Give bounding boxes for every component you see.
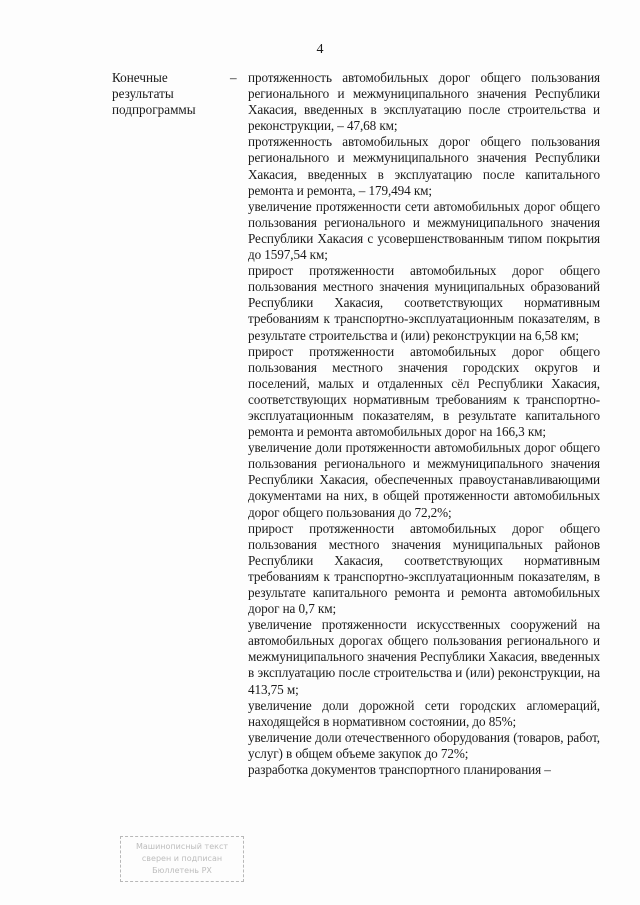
- result-item: разработка документов транспортного планирования –: [248, 762, 551, 778]
- stamp-line: Бюллетень РХ: [152, 866, 212, 875]
- result-item: увеличение доли дорожной сети городских агломераций, находящейся в нормативном состоянии, до 85%;: [248, 697, 600, 729]
- section-label: Конечные результаты подпрограммы: [112, 70, 196, 118]
- result-item: увеличение протяженности искусственных сооружений на автомобильных дорогах общего пользования регионального и межмуниципального значения Республики Хакасия, введенных в эксплуатацию после строительства и (или) реконструкции, на 413,75 м;: [248, 617, 600, 697]
- result-item: протяженность автомобильных дорог общего пользования регионального и межмуниципального значения Республики Хакасия, введенных в эксплуатацию после капитального ремонта и ремонта, – 179,494 км;: [248, 134, 600, 198]
- stamp-line: Машинописный текст: [135, 842, 229, 851]
- stamp-line: сверен и подписан: [141, 854, 223, 863]
- result-item: протяженность автомобильных дорог общего пользования регионального и межмуниципального значения Республики Хакасия, введенных в эксплуатацию после строительства и реконструкции, – 47,68 км;: [248, 70, 600, 134]
- result-item: прирост протяженности автомобильных дорог общего пользования местного значения муниципальных образований Республики Хакасия, соответствующих нормативным требованиям к транспортно-эксплуатационным показателям, в результате строительства и (или) реконструкции на 6,58 км;: [248, 263, 600, 343]
- results-list: [248, 70, 600, 778]
- label-dash: –: [230, 70, 237, 85]
- result-item: увеличение доли отечественного оборудования (товаров, работ, услуг) в общем объеме закупок до 72%;: [248, 729, 600, 761]
- result-item: увеличение доли протяженности автомобильных дорог общего пользования регионального и межмуниципального значения Республики Хакасия, обеспеченных правоустанавливающими документами на них, в общей протяженности автомобильных дорог общего пользования до 72,2%;: [248, 440, 600, 520]
- page-number: 4: [316, 42, 324, 57]
- verification-stamp: [120, 836, 244, 882]
- result-item: увеличение протяженности сети автомобильных дорог общего пользования регионального и межмуниципального значения Республики Хакасия с усовершенствованным типом покрытия до 1597,54 км;: [248, 198, 600, 263]
- result-item: прирост протяженности автомобильных дорог общего пользования местного значения городских округов и поселений, малых и отдаленных сёл Республики Хакасия, соответствующих нормативным требованиям к транспортно-эксплуатационным показателям, в результате капитального ремонта и ремонта автомобильных дорог на 166,3 км;: [248, 343, 600, 440]
- result-item: прирост протяженности автомобильных дорог общего пользования местного значения муниципальных районов Республики Хакасия, соответствующих нормативным требованиям к транспортно-эксплуатационным показателям, в результате капитального ремонта и ремонта автомобильных дорог на 0,7 км;: [248, 520, 600, 617]
